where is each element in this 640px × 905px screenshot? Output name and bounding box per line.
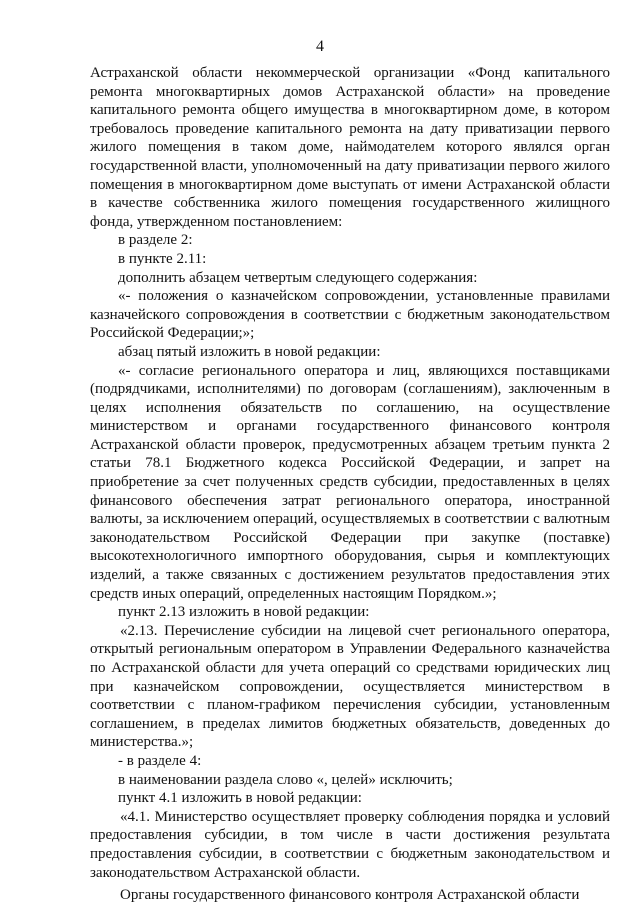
paragraph-section-2: в разделе 2: [118, 232, 193, 249]
paragraph-fifth-abzac: абзац пятый изложить в новой редакции: [118, 343, 381, 360]
paragraph-treasury-support: «- положения о казначейском сопровождении, установленные правилами казначейского сопровождения в соответствии с бюджетным законодательством Российской Федерации;»; [90, 288, 610, 342]
paragraph-title-change: в наименовании раздела слово «, целей» исключить; [118, 771, 453, 788]
paragraph-4-1-text: «4.1. Министерство осуществляет проверку соблюдения порядка и условий предоставления субсидии, в том числе в части достижения результата предоставления субсидии, в соответствии с бюджетным законодательством и законодательством Астраханской области. [90, 808, 610, 881]
paragraph-point-2-13: пункт 2.13 изложить в новой редакции: [118, 604, 370, 621]
paragraph-intro: Астраханской области некоммерческой организации «Фонд капитального ремонта многоквартирных домов Астраханской области» на проведение капитального ремонта общего имущества в многоквартирном доме, в котором требовалось проведение капитального ремонта на дату приватизации первого жилого помещения в таком доме, наймодателем которого являлся орган государственной власти, уполномоченный на дату приватизации первого жилого помещения в многоквартирном доме выступать от имени Астраханской области в качестве собственника жилого помещения государственного жилищного фонда, утвержденном постановлением: [90, 65, 610, 230]
document-body [90, 64, 610, 905]
paragraph-control-bodies: Органы государственного финансового контроля Астраханской области [120, 887, 580, 904]
paragraph-point-2-11: в пункте 2.11: [118, 250, 207, 267]
paragraph-section-4: - в разделе 4: [118, 752, 202, 769]
paragraph-add-fourth-abzac: дополнить абзацем четвертым следующего содержания: [118, 269, 478, 286]
paragraph-consent-clause: «- согласие регионального оператора и лиц, являющихся поставщиками (подрядчиками, исполнителями) по договорам (соглашениям), заключенным в целях исполнения обязательств по соглашению, на осуществление министерством и органами государственного финансового контроля Астраханской области проверок, предусмотренных абзацем третьим пункта 2 статьи 78.1 Бюджетного кодекса Российской Федерации, и запрет на приобретение за счет полученных средств субсидии, предоставленных в целях финансового обеспечения затрат регионального оператора, иностранной валюты, за исключением операций, осуществляемых в соответствии с валютным законодательством Российской Федерации при закупке (поставке) высокотехнологичного импортного оборудования, сырья и комплектующих изделий, а также связанных с достижением результатов предоставления этих средств иных операций, определенных настоящим Порядком.»; [90, 362, 610, 602]
page-number: 4 [316, 38, 324, 55]
paragraph-point-4-1: пункт 4.1 изложить в новой редакции: [118, 790, 362, 807]
paragraph-2-13-text: «2.13. Перечисление субсидии на лицевой счет регионального оператора, открытый региональным оператором в Управлении Федерального казначейства по Астраханской области для учета операций со средствами юридических лиц при казначейском сопровождении, осуществляется министерством в соответствии с планом-графиком перечисления субсидии, установленным соглашением, в пределах лимитов бюджетных обязательств, доведенных до министерства.»; [90, 622, 610, 751]
